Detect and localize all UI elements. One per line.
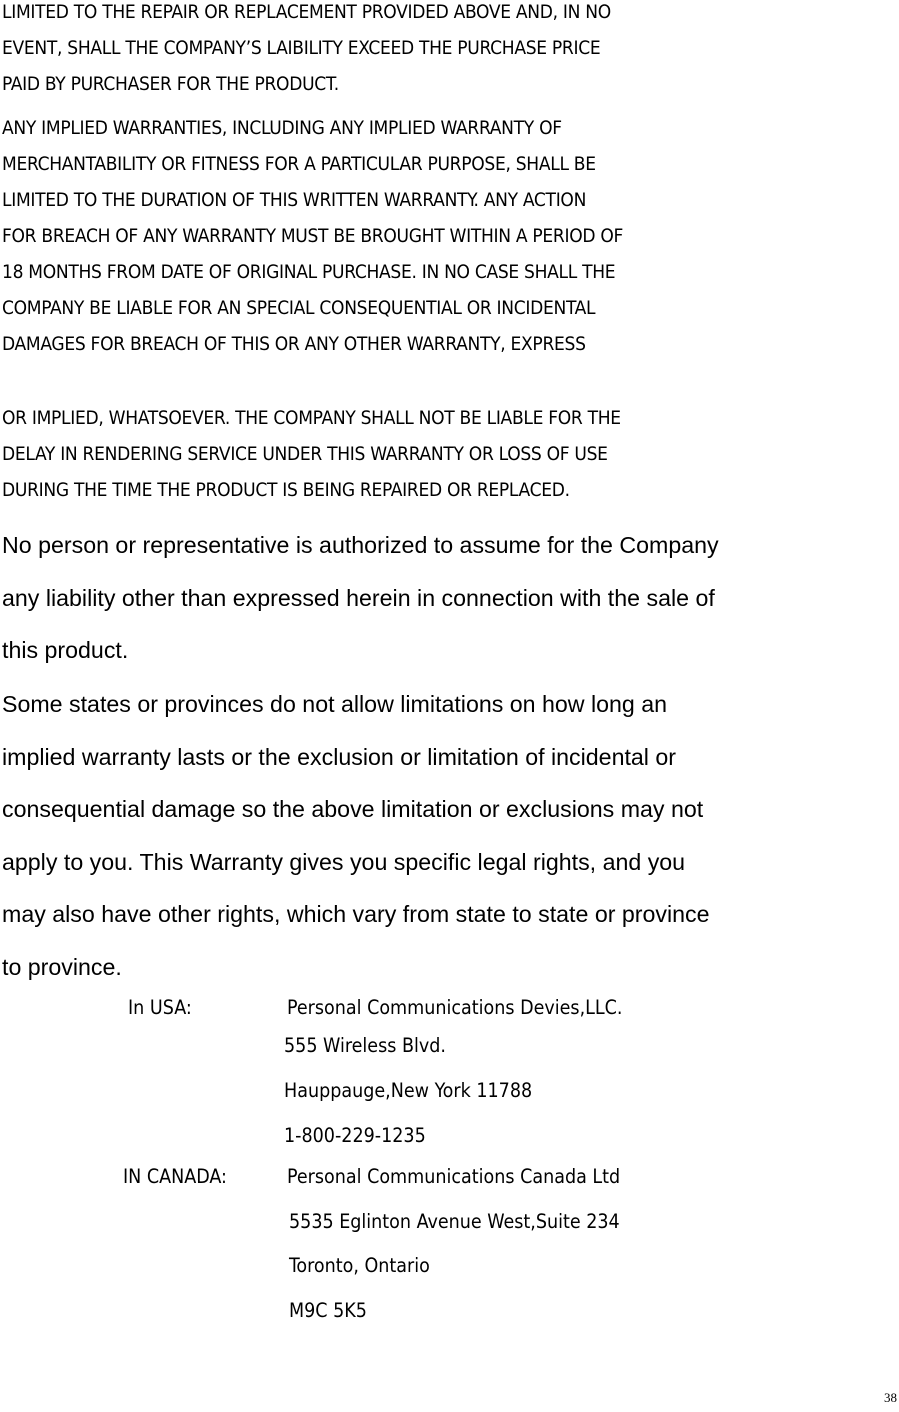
no-representative-paragraph — [2, 519, 899, 677]
text-line: DAMAGES FOR BREACH OF THIS OR ANY OTHER WARRANTY, EXPRESS — [2, 333, 586, 355]
usa-city: Hauppauge,New York 11788 — [284, 1079, 533, 1102]
canada-postal: M9C 5K5 — [289, 1299, 367, 1322]
canada-city: Toronto, Ontario — [289, 1254, 430, 1277]
text-line: DURING THE TIME THE PRODUCT IS BEING REPAIRED OR REPLACED. — [2, 479, 570, 501]
text-line: PAID BY PURCHASER FOR THE PRODUCT. — [2, 73, 339, 95]
text-line: this product. — [2, 637, 129, 663]
text-line: LIMITED TO THE REPAIR OR REPLACEMENT PROVIDED ABOVE AND, IN NO — [2, 1, 611, 23]
implied-warranties-paragraph — [2, 110, 897, 362]
usa-company: Personal Communications Devies,LLC. — [287, 996, 623, 1019]
text-line: LIMITED TO THE DURATION OF THIS WRITTEN WARRANTY. ANY ACTION — [2, 189, 587, 211]
canada-company: Personal Communications Canada Ltd — [287, 1165, 621, 1188]
text-line: Some states or provinces do not allow limitations on how long an — [2, 691, 668, 717]
text-line: consequential damage so the above limitation or exclusions may not — [2, 796, 704, 822]
text-line: FOR BREACH OF ANY WARRANTY MUST BE BROUGHT WITHIN A PERIOD OF — [2, 225, 624, 247]
text-line: EVENT, SHALL THE COMPANY’S LAIBILITY EXCEED THE PURCHASE PRICE — [2, 37, 601, 59]
text-line: MERCHANTABILITY OR FITNESS FOR A PARTICULAR PURPOSE, SHALL BE — [2, 153, 596, 175]
text-line: any liability other than expressed herein in connection with the sale of — [2, 584, 715, 611]
text-line: COMPANY BE LIABLE FOR AN SPECIAL CONSEQUENTIAL OR INCIDENTAL — [2, 297, 596, 319]
canada-street: 5535 Eglinton Avenue West,Suite 234 — [289, 1210, 620, 1233]
liability-delay-paragraph — [2, 400, 897, 508]
text-line: implied warranty lasts or the exclusion or limitation of incidental or — [2, 743, 677, 770]
text-line: OR IMPLIED, WHATSOEVER. THE COMPANY SHALL NOT BE LIABLE FOR THE — [2, 407, 621, 429]
usa-phone: 1-800-229-1235 — [284, 1124, 426, 1147]
usa-street: 555 Wireless Blvd. — [284, 1034, 446, 1057]
warranty-limit-paragraph — [2, 0, 897, 102]
page-number: 38 — [884, 1390, 897, 1405]
state-rights-paragraph — [2, 678, 899, 993]
text-line: DELAY IN RENDERING SERVICE UNDER THIS WARRANTY OR LOSS OF USE — [2, 443, 608, 465]
text-line: to province. — [2, 953, 122, 980]
text-line: 18 MONTHS FROM DATE OF ORIGINAL PURCHASE. IN NO CASE SHALL THE — [2, 261, 616, 283]
text-line: apply to you. This Warranty gives you specific legal rights, and you — [2, 848, 686, 875]
usa-label: In USA: — [128, 996, 192, 1019]
text-line: No person or representative is authorized to assume for the Company — [2, 532, 719, 558]
text-line: may also have other rights, which vary from state to state or province — [2, 901, 710, 927]
text-line: ANY IMPLIED WARRANTIES, INCLUDING ANY IMPLIED WARRANTY OF — [2, 117, 562, 139]
canada-label: IN CANADA: — [123, 1165, 227, 1188]
